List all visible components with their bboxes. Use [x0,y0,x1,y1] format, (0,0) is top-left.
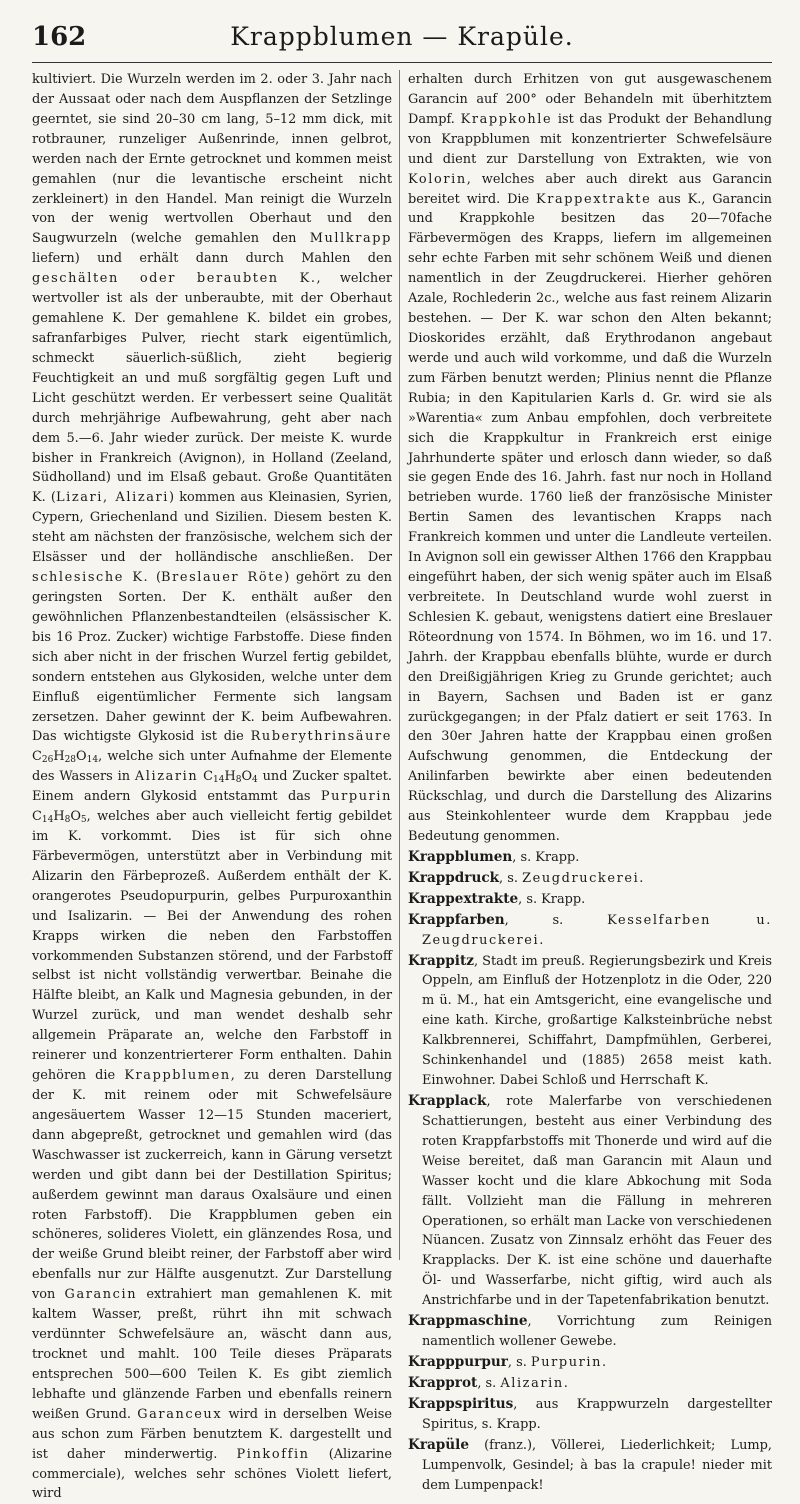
cross-reference: Zeugdruckerei [522,870,640,886]
headword: Krappdruck [408,869,500,886]
formula-purpurin: $C_{14}H_8O_5$ [32,809,87,826]
entry-krappfarben: Krappfarben, s. Kesselfarben u. Zeugdruckerei. [408,911,772,948]
entry-krappdruck: Krappdruck, s. Zeugdruckerei. [408,869,644,886]
term-geschaelt: geschälten oder beraubten K. [32,271,317,287]
right-column [408,70,772,1493]
headword: Krapprot [408,1374,478,1391]
headword: Krappitz [408,952,474,969]
krapp-article-continuation: kultiviert. Die Wurzeln werden im 2. oder 3. Jahr nach der Aussaat oder nach dem Auspflanzen der Setzlinge geerntet, sie sind 20–30 cm lang, 5–12 mm dick, mit rotbrauner, runzeliger Außenrinde, innen gelbrot, werden nach der Ernte getrocknet und kommen meist gemahlen (nur die levantische erscheint nicht zerkleinert) in den Handel. Man reinigt die Wurzeln von der wenig wertvollen Oberhaut und den Saugwurzeln (welche gemahlen den Mullkrapp liefern) und erhält dann durch Mahlen den geschälten oder beraubten K., welcher wertvoller ist als der unberaubte, mit der Oberhaut gemahlene K. Der gemahlene K. bildet ein grobes, safranfarbiges Pulver, riecht stark eigentümlich, schmeckt säuerlich-süßlich, zieht begierig Feuchtigkeit an und muß sorgfältig gegen Luft und Licht geschützt werden. Er verbessert seine Qualität durch mehrjährige Aufbewahrung, geht aber nach dem 5.—6. Jahr wieder zurück. Der meiste K. wurde bisher in Frankreich (Avignon), in Holland (Zeeland, Südholland) und im Elsaß gebaut. Große Quantitäten K. (Lizari, Alizari) kommen aus Kleinasien, Syrien, Cypern, Griechenland und Sizilien. Diesem besten K. steht am nächsten der französische, welchem sich der Elsässer und der holländische anschließen. Der schlesische K. (Breslauer Röte) gehört zu den geringsten Sorten. Der K. enthält außer den gewöhnlichen Pflanzenbestandteilen (elsässischer K. bis 16 Proz. Zucker) wichtige Farbstoffe. Diese finden sich aber nicht in der frischen Wurzel fertig gebildet, sondern entstehen aus Glykosiden, welche unter dem Einfluß eigentümlicher Fermente sich langsam zersetzen. Daher gewinnt der K. beim Aufbewahren. Das wichtigste Glykosid ist die Ruberythrinsäure $C_{26}H_{28}O_{14}$, welche sich unter Aufnahme der Elemente des Wassers in Alizarin $C_{14}H_8O_4$ und Zucker spaltet. Einem andern Glykosid entstammt das Purpurin $C_{14}H_8O_5$, welches aber auch vielleicht fertig gebildet im K. vorkommt. Dies ist für sich ohne Färbevermögen, unterstützt aber in Verbindung mit Alizarin den Färbeprozeß. Außerdem enthält der K. orangerotes Pseudopurpurin, gelbes Purpuroxanthin und Isalizarin. — Bei der Anwendung des rohen Krapps wirken die neben den Farbstoffen vorkommenden Substanzen störend, und der Farbstoff selbst ist nicht vollständig verwertbar. Beinahe die Hälfte bleibt, an Kalk und Magnesia gebunden, in der Wurzel zurück, und man wendet deshalb sehr allgemein Präparate an, welche den Farbstoff in reinerer und konzentrierterer Form enthalten. Dahin gehören die Krappblumen, zu deren Darstellung der K. mit reinem oder mit Schwefelsäure angesäuertem Wasser 12—15 Stunden maceriert, dann abgepreßt, getrocknet und gemahlen wird (das Waschwasser ist zuckerreich, kann in Gärung versetzt werden und gibt dann bei der Destillation Spiritus; außerdem gewinnt man daraus Oxalsäure und einen roten Farbstoff). Die Krappblumen geben ein schöneres, solideres Violett, ein glänzendes Rosa, und der weiße Grund bleibt reiner, der Farbstoff aber wird ebenfalls nur zur Hälfte ausgenutzt. Zur Darstellung von Garancin extrahiert man gemahlenen K. mit kaltem Wasser, preßt, rührt ihn mit schwach verdünnter Schwefelsäure an, wäscht dann aus, trocknet und mahlt. 100 Teile dieses Präparats entsprechen 500—600 Teilen K. Es gibt ziemlich lebhafte und glänzende Farben und ebenfalls reinern weißen Grund. Garanceux wird in derselben Weise aus schon zum Färben benutztem K. dargestellt und ist daher minderwertig. Pinkoffin (Alizarine commerciale), welches sehr schönes Violett liefert, wird [32,72,392,1502]
term-alizarin: Alizarin [134,769,199,785]
entry-krappextrakte: Krappextrakte, s. Krapp. [408,890,586,907]
header-rule [32,62,772,63]
term-kolorin: Kolorin [408,171,467,187]
page-number: 162 [32,22,87,52]
krapp-article-end: erhalten durch Erhitzen von gut ausgewaschenem Garancin auf 200° oder Behandeln mit überhitztem Dampf. Krappkohle ist das Produkt der Behandlung von Krappblumen mit konzentrierter Schwefelsäure und dient zur Darstellung von Extrakten, wie von Kolorin, welches aber auch direkt aus Garancin bereitet wird. Die Krappextrakte aus K., Garancin und Krappkohle besitzen das 20—70fache Färbevermögen des Krapps, liefern im allgemeinen sehr echte Farben mit sehr schönem Weiß und dienen namentlich in der Zeugdruckerei. Hierher gehören Azale, Rochlederin 2c., welche aus fast reinem Alizarin bestehen. — Der K. war schon den Alten bekannt; Dioskorides erzählt, daß Erythrodanon angebaut werde und auch wild vorkomme, und daß die Wurzeln zum Färben benutzt werden; Plinius nennt die Pflanze Rubia; in den Kapitularien Karls d. Gr. wird sie als »Warentia« zum Anbau empfohlen, doch verbreitete sich die Krappkultur in Frankreich erst einige Jahrhunderte später und erlosch dann wieder, so daß sie gegen Ende des 16. Jahrh. fast nur noch in Holland betrieben wurde. 1760 ließ der französische Minister Bertin Samen des levantischen Krapps nach Frankreich kommen und unter die Landleute verteilen. In Avignon soll ein gewisser Althen 1766 den Krappbau eingeführt haben, der sich wenig später auch im Elsaß verbreitete. In Deutschland wurde wohl zuerst in Schlesien K. gebaut, wenigstens datiert eine Breslauer Röteordnung von 1574. In Böhmen, wo im 16. und 17. Jahrh. der Krappbau ebenfalls blühte, wurde er durch den Dreißigjährigen Krieg zu Grunde gerichtet; auch in Bayern, Sachsen und Baden ist er ganz zurückgegangen; in der Pfalz datiert er seit 1763. In den 30er Jahren hatte der Krappbau einen großen Aufschwung genommen, die Entdeckung der Anilinfarben bewirkte aber einen bedeutenden Rückschlag, und durch die Darstellung des Alizarins aus Steinkohlenteer wurde dem Krappbau jede Bedeutung genommen. [408,72,772,845]
entry-krapprot: Krapprot, s. Alizarin. [408,1374,568,1391]
entry-krappspiritus: Krappspiritus, aus Krappwurzeln dargestellter Spiritus, s. Krapp. [408,1395,772,1432]
formula-alizarin: $C_{14}H_8O_4$ [203,769,258,786]
headword: Krappmaschine [408,1313,528,1330]
term-garancin: Garancin [64,1287,138,1303]
cross-reference: Kesselfarben u. Zeugdruckerei [422,912,772,948]
page-header [32,22,772,62]
term-pinkoffin: Pinkoffin [236,1446,310,1462]
headword: Krappspiritus [408,1395,514,1412]
entry-krappitz: Krappitz, Stadt im preuß. Regierungsbezirk und Kreis Oppeln, am Einfluß der Hotzenplotz in die Oder, 220 m ü. M., hat ein Amtsgericht, eine evangelische und eine kath. Kirche, großartige Kalksteinbrüche nebst Kalkbrennerei, Schiffahrt, Dampfmühlen, Gerberei, Schinkenhandel und (1885) 2658 meist kath. Einwohner. Dabei Schloß und Herrschaft K. [408,952,772,1089]
term-krappblumen: Krappblumen [124,1068,231,1084]
term-krappkohle: Krappkohle [460,111,553,127]
term-garanceux: Garanceux [137,1406,223,1422]
term-lizari: Lizari, Alizari [55,490,169,506]
left-column [32,70,392,1502]
term-breslauer: Breslauer Röte [161,570,285,586]
term-mullkrapp: Mullkrapp [309,231,392,247]
term-schlesisch: schlesische K. [32,570,150,586]
headword: Krapüle [408,1436,469,1453]
headword: Krappfarben [408,911,505,928]
entry-krappblumen: Krappblumen, s. Krapp. [408,848,580,865]
entry-krapuele: Krapüle (franz.), Völlerei, Liederlichkeit; Lump, Lumpenvolk, Gesindel; à bas la crapule! nieder mit dem Lumpenpack! [408,1436,772,1493]
formula-ruberythrin: $C_{26}H_{28}O_{14}$ [32,749,99,766]
headword: Krappextrakte [408,890,519,907]
headword: Krapplack [408,1093,487,1110]
running-title: Krappblumen — Krapüle. [230,22,574,51]
cross-reference: Alizarin [500,1375,564,1391]
cross-reference: Purpurin [530,1355,603,1370]
column-divider [399,70,400,1260]
entry-krapplack: Krapplack, rote Malerfarbe von verschiedenen Schattierungen, besteht aus einer Verbindung des roten Krappfarbstoffs mit Thonerde und wird auf die Weise bereitet, daß man Garancin mit Alaun und Wasser kocht und die klare Abkochung mit Soda fällt. Vollzieht man die Fällung in mehreren Operationen, so erhält man Lacke von verschiedenen Nüancen. Zusatz von Zinnsalz erhöht das Feuer des Krapplacks. Der K. ist eine schöne und dauerhafte Öl- und Wasserfarbe, nicht giftig, wird auch als Anstrichfarbe und in der Tapetenfabrikation benutzt. [408,1093,772,1309]
headword: Krappblumen [408,848,513,865]
term-ruberythrin: Ruberythrinsäure [250,729,392,745]
entry-krapppurpur: Krapppurpur, s. Purpurin. [408,1354,607,1370]
headword: Krapppurpur [408,1354,508,1370]
entry-krappmaschine: Krappmaschine, Vorrichtung zum Reinigen namentlich wollener Gewebe. [408,1313,772,1350]
term-purpurin: Purpurin [320,789,392,805]
term-krappextrakte: Krappextrakte [536,191,652,207]
